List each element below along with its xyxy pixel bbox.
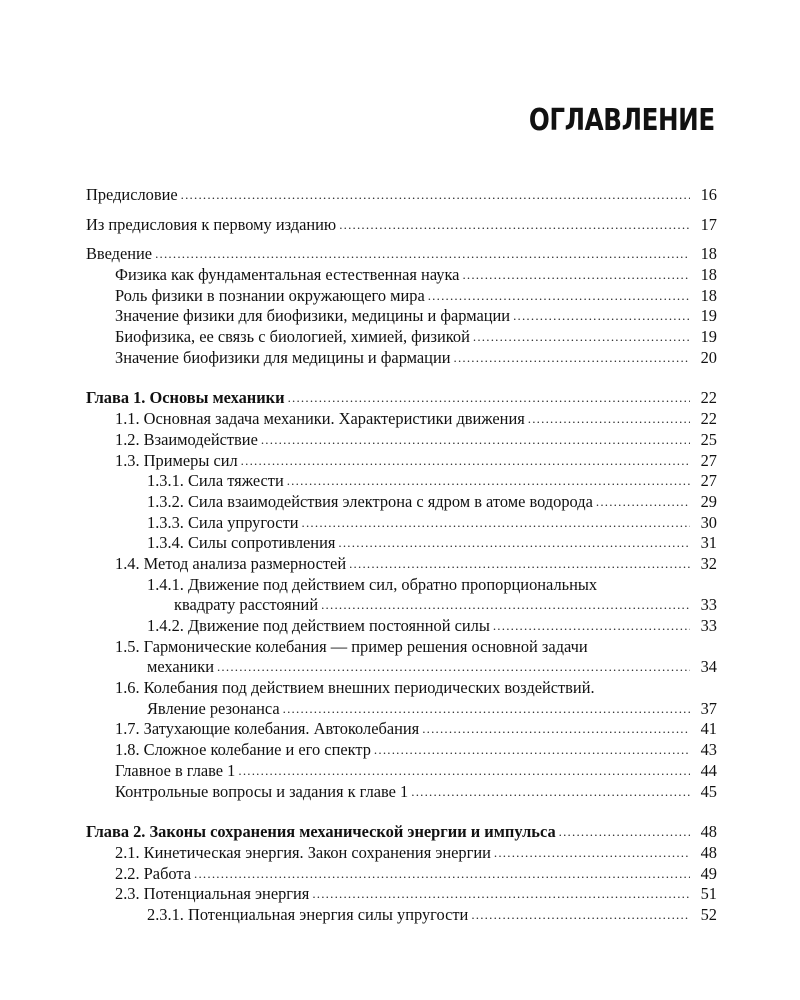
entry-page: 27 bbox=[700, 471, 717, 491]
entry-page: 22 bbox=[700, 388, 717, 408]
entry-title: Физика как фундаментальная естественная наука bbox=[115, 265, 460, 285]
entry-title: 1.4. Метод анализа размерностей bbox=[115, 553, 347, 573]
entry-title: 1.3.1. Сила тяжести bbox=[147, 471, 284, 491]
entry-title: Главное в главе 1 bbox=[115, 760, 236, 780]
leader-dots bbox=[261, 430, 690, 451]
entry-title: 1.5. Гармонические колебания — пример решения основной задачи bbox=[115, 636, 588, 656]
entry-page: 22 bbox=[700, 409, 717, 429]
entry-page: 33 bbox=[700, 616, 717, 636]
toc-entry-introduction[interactable] bbox=[86, 244, 717, 265]
entry-page: 34 bbox=[700, 657, 717, 677]
leader-dots bbox=[217, 657, 690, 678]
entry-page: 31 bbox=[700, 533, 717, 553]
toc-entry[interactable] bbox=[86, 720, 717, 741]
toc-entry-summary[interactable] bbox=[86, 761, 717, 782]
toc-entry[interactable] bbox=[86, 884, 717, 905]
toc-entry-line-2[interactable] bbox=[86, 699, 717, 720]
leader-dots bbox=[194, 864, 690, 885]
leader-dots bbox=[493, 616, 690, 637]
entry-title: 1.8. Сложное колебание и его спектр bbox=[115, 740, 371, 760]
toc-entry[interactable] bbox=[86, 492, 717, 513]
entry-page: 37 bbox=[700, 698, 717, 718]
leader-dots bbox=[288, 388, 690, 409]
leader-dots bbox=[411, 782, 690, 803]
leader-dots bbox=[155, 244, 690, 265]
entry-title: 1.1. Основная задача механики. Характеристики движения bbox=[115, 409, 525, 429]
leader-dots bbox=[473, 327, 690, 348]
entry-title: Из предисловия к первому изданию bbox=[86, 214, 337, 234]
toc-entry[interactable] bbox=[86, 513, 717, 534]
toc-entry-preface[interactable] bbox=[86, 185, 717, 206]
entry-title: Значение биофизики для медицины и фармации bbox=[115, 347, 451, 367]
entry-page: 49 bbox=[700, 863, 717, 883]
entry-page: 18 bbox=[700, 244, 717, 264]
toc-chapter-2[interactable] bbox=[86, 822, 717, 843]
leader-dots bbox=[559, 822, 690, 843]
toc-entry[interactable] bbox=[86, 533, 717, 554]
toc-entry-line-1[interactable] bbox=[86, 637, 717, 658]
leader-dots bbox=[321, 595, 690, 616]
entry-title: Контрольные вопросы и задания к главе 1 bbox=[115, 781, 409, 801]
toc-entry-first-edition-preface[interactable] bbox=[86, 215, 717, 236]
toc-entry-line-1[interactable] bbox=[86, 678, 717, 699]
leader-dots bbox=[494, 843, 690, 864]
entry-page: 30 bbox=[700, 512, 717, 532]
leader-dots bbox=[312, 884, 690, 905]
leader-dots bbox=[287, 471, 690, 492]
entry-title: 1.3. Примеры сил bbox=[115, 450, 238, 470]
entry-title: 1.6. Колебания под действием внешних периодических воздействий. bbox=[115, 678, 595, 698]
toc-entry[interactable] bbox=[86, 905, 717, 926]
toc-entry[interactable] bbox=[86, 306, 717, 327]
entry-title: 2.2. Работа bbox=[115, 863, 192, 883]
leader-dots bbox=[513, 306, 690, 327]
entry-page: 51 bbox=[700, 884, 717, 904]
entry-title: Введение bbox=[86, 244, 153, 264]
entry-page: 45 bbox=[700, 781, 717, 801]
toc-entry[interactable] bbox=[86, 616, 717, 637]
entry-title: 1.4.2. Движение под действием постоянной силы bbox=[147, 616, 490, 636]
entry-page: 27 bbox=[700, 450, 717, 470]
toc-entry[interactable] bbox=[86, 554, 717, 575]
entry-page: 19 bbox=[700, 306, 717, 326]
leader-dots bbox=[374, 740, 690, 761]
toc-entry[interactable] bbox=[86, 265, 717, 286]
entry-title: Биофизика, ее связь с биологией, химией, физикой bbox=[115, 327, 470, 347]
leader-dots bbox=[241, 451, 690, 472]
entry-title: 1.3.2. Сила взаимодействия электрона с ядром в атоме водорода bbox=[147, 491, 593, 511]
leader-dots bbox=[302, 513, 690, 534]
entry-title: 1.3.3. Сила упругости bbox=[147, 512, 299, 532]
page-title: ОГЛАВЛЕНИЕ bbox=[529, 103, 715, 138]
entry-page: 17 bbox=[700, 214, 717, 234]
toc-entry-line-2[interactable] bbox=[86, 657, 717, 678]
entry-page: 33 bbox=[700, 595, 717, 615]
entry-page: 43 bbox=[700, 740, 717, 760]
leader-dots bbox=[462, 265, 690, 286]
entry-title: Значение физики для биофизики, медицины и фармации bbox=[115, 306, 511, 326]
entry-title: 2.3. Потенциальная энергия bbox=[115, 884, 310, 904]
toc-chapter-1[interactable] bbox=[86, 389, 717, 410]
entry-page: 20 bbox=[700, 347, 717, 367]
entry-page: 16 bbox=[700, 184, 717, 204]
leader-dots bbox=[339, 215, 690, 236]
toc-entry[interactable] bbox=[86, 471, 717, 492]
entry-page: 48 bbox=[700, 842, 717, 862]
entry-page: 25 bbox=[700, 429, 717, 449]
entry-page: 52 bbox=[700, 904, 717, 924]
entry-title: 1.7. Затухающие колебания. Автоколебания bbox=[115, 719, 420, 739]
toc-entry[interactable] bbox=[86, 740, 717, 761]
entry-title: 2.3.1. Потенциальная энергия силы упругости bbox=[147, 904, 469, 924]
entry-page: 19 bbox=[700, 327, 717, 347]
entry-title: 1.4.1. Движение под действием сил, обратно пропорциональных bbox=[147, 574, 598, 594]
toc-entry[interactable] bbox=[86, 286, 717, 307]
entry-page: 29 bbox=[700, 491, 717, 511]
entry-title: механики bbox=[147, 657, 214, 677]
entry-title: 1.3.4. Силы сопротивления bbox=[147, 533, 336, 553]
toc-entry-questions[interactable] bbox=[86, 782, 717, 803]
entry-title: Предисловие bbox=[86, 184, 178, 204]
leader-dots bbox=[454, 348, 691, 369]
toc-entry[interactable] bbox=[86, 409, 717, 430]
leader-dots bbox=[596, 492, 690, 513]
entry-page: 44 bbox=[700, 760, 717, 780]
leader-dots bbox=[338, 533, 690, 554]
entry-title: Роль физики в познании окружающего мира bbox=[115, 285, 425, 305]
leader-dots bbox=[528, 409, 690, 430]
leader-dots bbox=[238, 761, 690, 782]
entry-title: 2.1. Кинетическая энергия. Закон сохранения энергии bbox=[115, 842, 491, 862]
chapter-title: Глава 2. Законы сохранения механической энергии и импульса bbox=[86, 822, 556, 842]
leader-dots bbox=[283, 699, 690, 720]
leader-dots bbox=[471, 905, 690, 926]
leader-dots bbox=[181, 185, 690, 206]
toc-entry[interactable] bbox=[86, 430, 717, 451]
leader-dots bbox=[422, 719, 690, 740]
toc-entry-line-1[interactable] bbox=[86, 575, 717, 596]
entry-title: 1.2. Взаимодействие bbox=[115, 429, 258, 449]
entry-page: 48 bbox=[700, 822, 717, 842]
entry-title: Явление резонанса bbox=[147, 698, 280, 718]
toc-entry[interactable] bbox=[86, 348, 717, 369]
toc-entry[interactable] bbox=[86, 864, 717, 885]
toc-entry[interactable] bbox=[86, 451, 717, 472]
toc-entry-line-2[interactable] bbox=[86, 595, 717, 616]
toc-entry[interactable] bbox=[86, 843, 717, 864]
entry-title: квадрату расстояний bbox=[174, 595, 319, 615]
entry-page: 41 bbox=[700, 719, 717, 739]
entry-page: 18 bbox=[700, 285, 717, 305]
entry-page: 18 bbox=[700, 265, 717, 285]
chapter-title: Глава 1. Основы механики bbox=[86, 388, 285, 408]
toc-entry[interactable] bbox=[86, 327, 717, 348]
table-of-contents bbox=[86, 185, 717, 926]
leader-dots bbox=[349, 554, 690, 575]
leader-dots bbox=[428, 286, 690, 307]
entry-page: 32 bbox=[700, 553, 717, 573]
